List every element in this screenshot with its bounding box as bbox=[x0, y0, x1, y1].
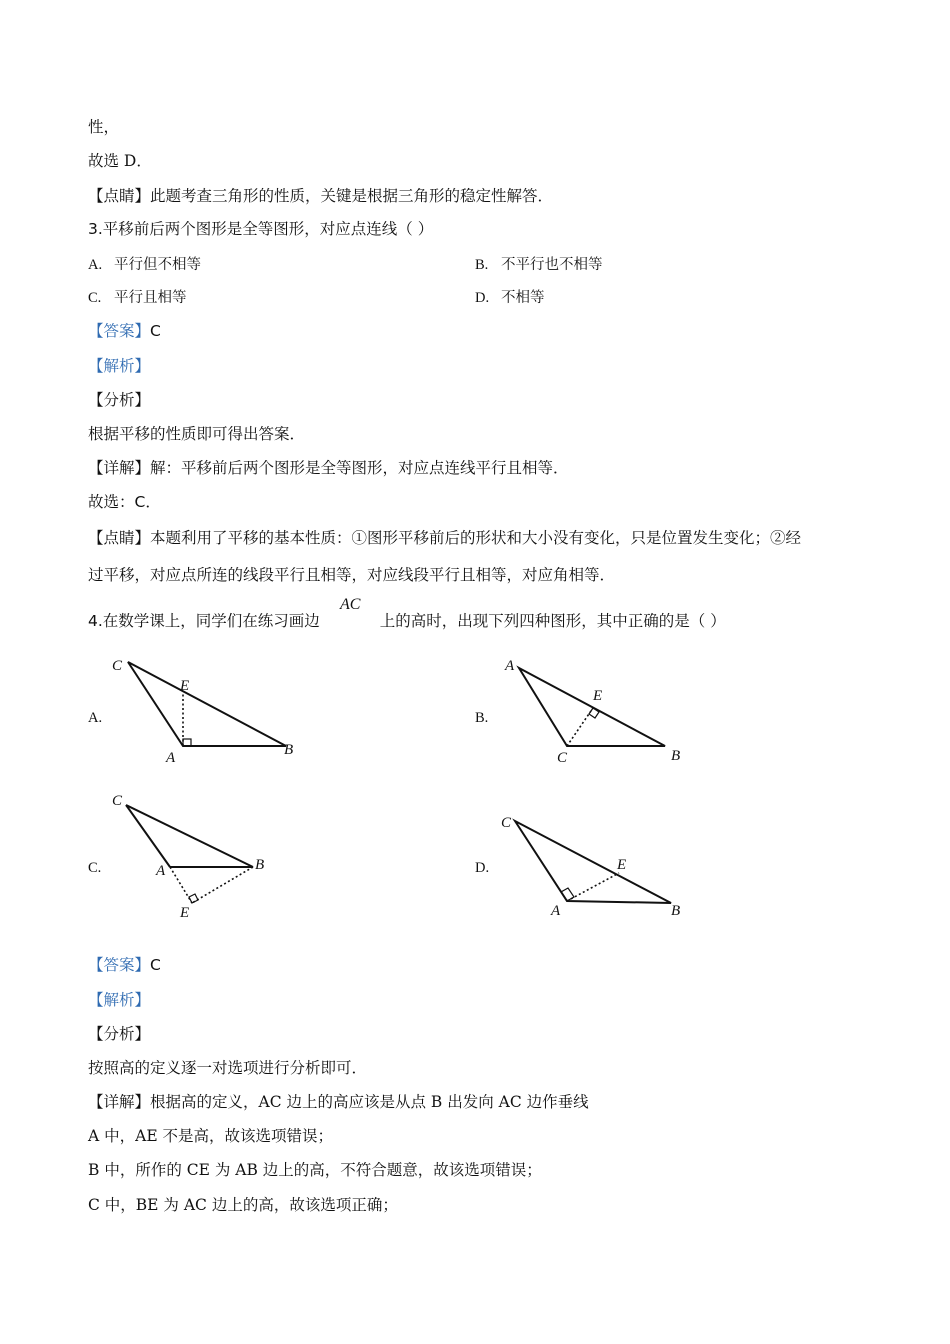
option-b bbox=[475, 255, 603, 275]
point-label: E bbox=[593, 688, 603, 704]
point-label: C bbox=[112, 658, 123, 674]
figure-d-label: D. bbox=[475, 860, 490, 876]
point-label: C bbox=[112, 793, 123, 809]
point-label: E bbox=[617, 857, 627, 873]
right-angle-mark bbox=[183, 739, 191, 746]
jiexi-tag: 【解析】 bbox=[88, 357, 151, 375]
math-ac: AC bbox=[340, 596, 361, 613]
figure-c bbox=[108, 785, 278, 925]
point-label: B bbox=[671, 748, 681, 764]
text-line: 过平移，对应点所连的线段平行且相等，对应线段平行且相等，对应角相等． bbox=[88, 566, 616, 584]
text-line: 故选 D． bbox=[88, 152, 152, 170]
question-4 bbox=[88, 611, 726, 631]
right-angle-mark bbox=[189, 894, 198, 903]
point-label: B bbox=[284, 742, 294, 758]
option-text: 平行且相等 bbox=[114, 290, 187, 306]
answer-line bbox=[88, 321, 161, 341]
point-label: C bbox=[557, 750, 568, 766]
option-a bbox=[88, 255, 201, 275]
side-ca bbox=[126, 805, 170, 867]
text: 此题考查三角形的性质，关键是根据三角形的稳定性解答． bbox=[150, 187, 554, 205]
fenxi-tag: 【分析】 bbox=[88, 1025, 151, 1043]
jiexi-tag: 【解析】 bbox=[88, 991, 151, 1009]
option-text: 不平行也不相等 bbox=[501, 257, 603, 273]
option-letter: C. bbox=[88, 290, 102, 306]
text-line: C 中，BE 为 AC 边上的高，故该选项正确； bbox=[88, 1196, 398, 1214]
dianjing-line bbox=[88, 528, 801, 548]
text-line: 故选：C． bbox=[88, 493, 161, 511]
figure-b-label: B. bbox=[475, 710, 489, 726]
tag: 【点睛】 bbox=[88, 529, 151, 547]
fenxi-tag: 【分析】 bbox=[88, 391, 151, 409]
dotted-altitude bbox=[192, 867, 253, 903]
answer-value: C bbox=[150, 956, 161, 974]
point-label: A bbox=[156, 863, 166, 879]
option-d bbox=[475, 288, 545, 308]
point-label: C bbox=[501, 815, 512, 831]
point-label: A bbox=[505, 658, 515, 674]
q-text: 4.在数学课上，同学们在练习画边 bbox=[88, 612, 320, 630]
triangle bbox=[519, 668, 665, 746]
xiangjie-line bbox=[88, 1092, 589, 1112]
tag: 【点睛】 bbox=[88, 187, 151, 205]
point-label: A bbox=[166, 750, 176, 766]
triangle bbox=[128, 662, 286, 746]
answer-line bbox=[88, 955, 161, 975]
dianjing-line bbox=[88, 186, 553, 206]
side-cb bbox=[126, 805, 253, 867]
q-text: 上的高时，出现下列四种图形，其中正确的是（ ） bbox=[379, 612, 726, 630]
figure-d bbox=[495, 805, 695, 925]
answer-tag: 【答案】 bbox=[88, 322, 151, 340]
dotted-altitude bbox=[567, 873, 619, 901]
option-letter: A. bbox=[88, 257, 103, 273]
option-letter: D. bbox=[475, 290, 490, 306]
text-line: 根据平移的性质即可得出答案． bbox=[88, 425, 306, 443]
tag: 【详解】 bbox=[88, 1093, 151, 1111]
point-label: B bbox=[671, 903, 681, 919]
answer-tag: 【答案】 bbox=[88, 956, 151, 974]
tag: 【详解】 bbox=[88, 459, 151, 477]
option-text: 平行但不相等 bbox=[114, 257, 201, 273]
figure-c-label: C. bbox=[88, 860, 102, 876]
figure-a bbox=[108, 650, 308, 770]
text-line: 性， bbox=[88, 118, 120, 136]
answer-value: C bbox=[150, 322, 161, 340]
point-label: E bbox=[180, 678, 190, 694]
question-3: 3.平移前后两个图形是全等图形，对应点连线（ ） bbox=[88, 220, 434, 238]
point-label: A bbox=[551, 903, 561, 919]
figure-b bbox=[495, 650, 695, 770]
text-line: B 中，所作的 CE 为 AB 边上的高，不符合题意，故该选项错误； bbox=[88, 1161, 542, 1179]
triangle bbox=[515, 821, 671, 903]
text: 根据高的定义，AC 边上的高应该是从点 B 出发向 AC 边作垂线 bbox=[150, 1093, 589, 1111]
figure-a-label: A. bbox=[88, 710, 103, 726]
text: 本题利用了平移的基本性质：①图形平移前后的形状和大小没有变化，只是位置发生变化；②经 bbox=[150, 529, 802, 547]
text-line: A 中，AE 不是高，故该选项错误； bbox=[88, 1127, 334, 1145]
text-line: 按照高的定义逐一对选项进行分析即可． bbox=[88, 1059, 368, 1077]
option-c bbox=[88, 288, 187, 308]
text: 解：平移前后两个图形是全等图形，对应点连线平行且相等． bbox=[150, 459, 569, 477]
point-label: B bbox=[255, 857, 265, 873]
option-letter: B. bbox=[475, 257, 489, 273]
xiangjie-line bbox=[88, 458, 569, 478]
option-text: 不相等 bbox=[501, 290, 545, 306]
point-label: E bbox=[180, 905, 190, 921]
